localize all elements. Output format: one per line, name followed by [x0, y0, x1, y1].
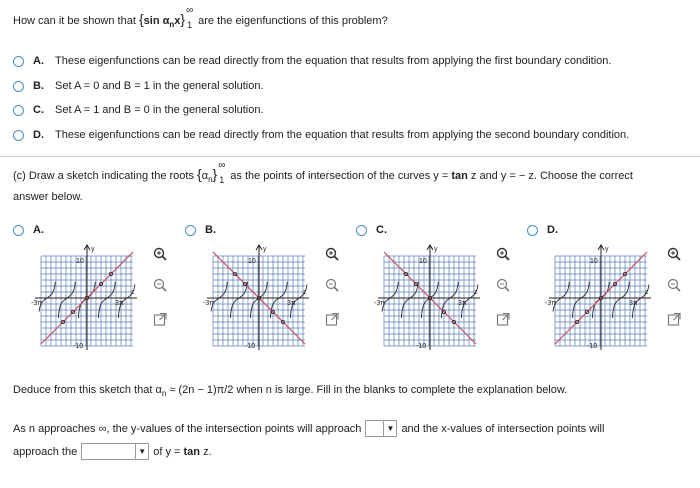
roots-sub: n: [208, 175, 213, 185]
graph-option-a-letter: A.: [33, 224, 44, 236]
set-sub: n: [169, 20, 175, 30]
deduce-text: [13, 384, 567, 398]
explanation-line1-after: and the x-values of intersection points will: [401, 422, 605, 435]
graph-option-b-letter: B.: [205, 224, 216, 236]
part-c-tan: tan: [451, 170, 468, 182]
deduce-sub: n: [161, 389, 167, 399]
roots-set: $\{\alpha_n\}$: [197, 166, 218, 185]
tick-label-3pi: 3π: [115, 300, 124, 307]
roots-sup: ∞: [218, 160, 226, 172]
option-a-letter: A.: [33, 55, 44, 67]
radio-a[interactable]: [13, 56, 24, 67]
y-axis-label: y: [263, 246, 267, 253]
option-d-text: These eigenfunctions can be read directly from the equation that results from applying the second boundary condition.: [55, 129, 630, 141]
explanation-line2: [13, 443, 212, 460]
tick-label-10: 10: [76, 258, 84, 265]
graph-c: [374, 242, 484, 354]
zoom-out-icon[interactable]: [153, 278, 167, 292]
roots-inner: α: [201, 170, 209, 182]
question-text: [13, 5, 388, 31]
option-b-letter: B.: [33, 80, 44, 92]
dropdown-arrow-icon[interactable]: ▼: [383, 421, 396, 436]
option-b-text: Set A = 0 and B = 1 in the general solution.: [55, 80, 264, 92]
question-after: are the eigenfunctions of this problem?: [198, 15, 388, 27]
zoom-out-icon[interactable]: [667, 278, 681, 292]
option-c[interactable]: [13, 104, 264, 116]
explanation-line1: [13, 420, 604, 437]
tick-label-neg10: -10: [587, 343, 598, 350]
x-values-dropdown[interactable]: [81, 443, 149, 460]
explanation-line2-tan: tan: [183, 445, 200, 458]
open-new-window-icon[interactable]: [496, 312, 510, 326]
z-axis-label: z: [474, 289, 478, 296]
set-inner: sin α: [143, 15, 170, 27]
tick-label-3pi: 3π: [458, 300, 467, 307]
zoom-out-icon[interactable]: [496, 278, 510, 292]
tick-label-neg3pi: -3π: [374, 300, 386, 307]
zoom-in-icon[interactable]: [496, 247, 510, 261]
set-sup: ∞: [186, 5, 194, 17]
zoom-in-icon[interactable]: [153, 247, 167, 261]
explanation-line2-before: approach the: [13, 445, 78, 458]
tick-label-neg10: -10: [73, 343, 84, 350]
roots-limits: [217, 160, 227, 186]
y-axis-label: y: [605, 246, 609, 253]
y-axis-label: y: [434, 246, 438, 253]
option-b[interactable]: [13, 80, 264, 92]
graph-option-b[interactable]: [185, 224, 227, 236]
y-axis-label: y: [91, 246, 95, 253]
open-new-window-icon[interactable]: [153, 312, 167, 326]
z-axis-label: z: [645, 289, 649, 296]
option-d[interactable]: [13, 129, 629, 141]
tick-label-10: 10: [248, 258, 256, 265]
set-subscript: 1: [187, 20, 193, 31]
graph-d: [545, 242, 655, 354]
explanation-line1-before: As n approaches ∞, the y-values of the intersection points will approach: [13, 422, 362, 435]
graph-option-c[interactable]: [356, 224, 398, 236]
open-new-window-icon[interactable]: [667, 312, 681, 326]
zoom-out-icon[interactable]: [325, 278, 339, 292]
tick-label-10: 10: [419, 258, 427, 265]
section-divider: [0, 156, 700, 157]
option-a[interactable]: [13, 55, 611, 67]
radio-b[interactable]: [13, 81, 24, 92]
graph-radio-a[interactable]: [13, 225, 24, 236]
tick-label-neg10: -10: [245, 343, 256, 350]
deduce-after: ≈ (2n − 1)π/2 when n is large. Fill in the blanks to complete the explanation below.: [169, 384, 568, 396]
option-a-text: These eigenfunctions can be read directly from the equation that results from applying the first boundary condition.: [55, 55, 612, 67]
graph-option-c-letter: C.: [376, 224, 387, 236]
tick-label-10: 10: [590, 258, 598, 265]
z-axis-label: z: [131, 289, 135, 296]
graph-radio-d[interactable]: [527, 225, 538, 236]
graph-radio-c[interactable]: [356, 225, 367, 236]
set-var: x: [174, 15, 181, 27]
tick-label-3pi: 3π: [629, 300, 638, 307]
radio-c[interactable]: [13, 105, 24, 116]
tick-label-neg3pi: -3π: [203, 300, 215, 307]
graph-option-a[interactable]: [13, 224, 55, 236]
tick-label-neg10: -10: [416, 343, 427, 350]
y-values-dropdown[interactable]: [365, 420, 397, 437]
set-limits: [185, 5, 195, 31]
part-c-line2: answer below.: [13, 191, 83, 203]
part-c-text: [13, 160, 633, 186]
z-axis-label: z: [303, 289, 307, 296]
graph-option-d-letter: D.: [547, 224, 558, 236]
deduce-before: Deduce from this sketch that α: [13, 384, 162, 396]
explanation-line2-after-1: of y =: [153, 445, 181, 458]
open-new-window-icon[interactable]: [325, 312, 339, 326]
tick-label-neg3pi: -3π: [545, 300, 557, 307]
dropdown-arrow-icon[interactable]: ▼: [135, 444, 148, 459]
graph-a: [31, 242, 141, 354]
option-d-letter: D.: [33, 129, 44, 141]
graph-option-d[interactable]: [527, 224, 569, 236]
zoom-in-icon[interactable]: [325, 247, 339, 261]
graph-b: [203, 242, 313, 354]
zoom-in-icon[interactable]: [667, 247, 681, 261]
radio-d[interactable]: [13, 130, 24, 141]
explanation-line2-after-2: z.: [203, 445, 212, 458]
eigenfunction-set: {sin $\alpha_nx$}: [138, 11, 186, 30]
graph-radio-b[interactable]: [185, 225, 196, 236]
roots-subscript: 1: [219, 175, 225, 186]
option-c-text: Set A = 1 and B = 0 in the general solution.: [55, 104, 264, 116]
option-c-letter: C.: [33, 104, 44, 116]
question-before: How can it be shown that: [13, 15, 136, 27]
tick-label-neg3pi: -3π: [31, 300, 43, 307]
tick-label-3pi: 3π: [287, 300, 296, 307]
part-c-before: (c) Draw a sketch indicating the roots: [13, 170, 194, 182]
part-c-after-2: z and y = − z. Choose the correct: [470, 170, 633, 182]
part-c-after-1: as the points of intersection of the curves y =: [230, 170, 449, 182]
